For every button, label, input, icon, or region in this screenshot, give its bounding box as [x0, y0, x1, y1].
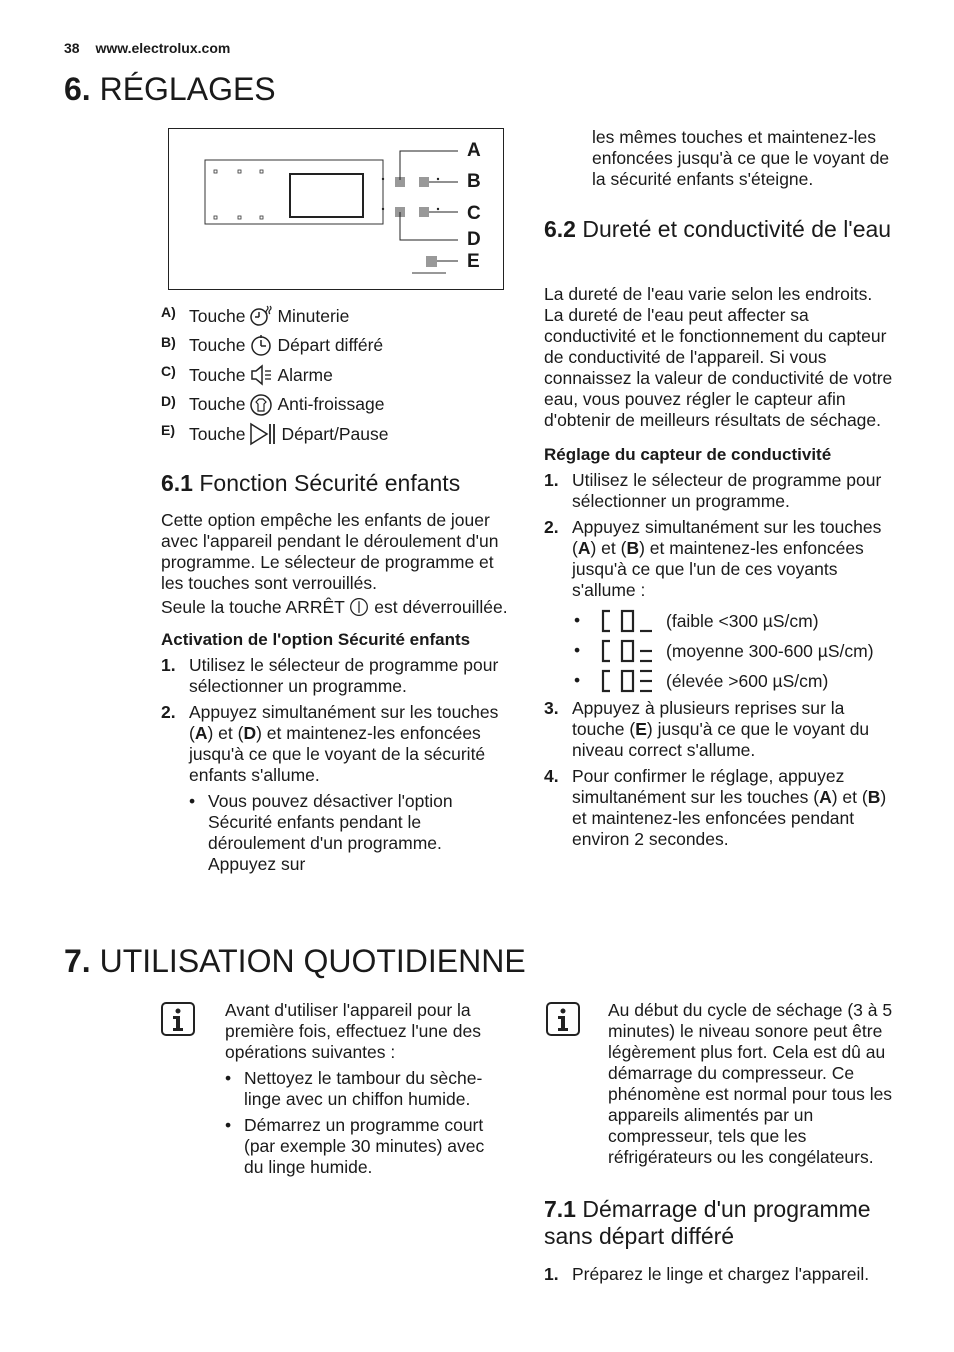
- step-text: Appuyez simultanément sur les touches (A) et (B) et maintenez-les enfoncées jusqu'à ce que l'un de ces voyants s'allume :: [572, 517, 882, 600]
- website-link[interactable]: www.electrolux.com: [95, 40, 231, 56]
- noise-note: Au début du cycle de séchage (3 à 5 minutes) le niveau sonore peut être légèrement plus fort. Cela est dû au démarrage du compresseur. Ce phénomène est normal pour tous les appareils alimentés par un compresseur, tels que les réfrigérateurs ou les congélateurs.: [608, 1000, 893, 1167]
- section-6-2-body: [544, 284, 896, 855]
- anti-crease-icon: [249, 393, 273, 417]
- page-number: 38: [64, 40, 80, 56]
- alarm-icon: [249, 363, 273, 387]
- child-lock-activation-heading: Activation de l'option Sécurité enfants: [161, 630, 471, 649]
- power-icon: [349, 597, 369, 617]
- legend-letter: C): [161, 363, 176, 379]
- legend-row-a: [161, 302, 521, 332]
- list-item: [544, 698, 896, 761]
- off-note-part1: Seule la touche ARRÊT: [161, 597, 345, 617]
- step-text: Préparez le linge et chargez l'appareil.: [572, 1264, 870, 1284]
- conductivity-steps-cont: [544, 698, 896, 850]
- child-lock-bullet-continuation: les mêmes touches et maintenez-les enfoncées jusqu'à ce que le voyant de la sécurité enfants s'éteigne.: [592, 127, 890, 189]
- legend-row-e: [161, 420, 521, 450]
- section-7-1-title: [544, 1196, 904, 1250]
- section-7-1-heading: Démarrage d'un programme sans départ différé: [544, 1196, 871, 1249]
- level-medium-text: • (moyenne 300-600 µS/cm): [666, 640, 874, 661]
- list-item: [161, 655, 511, 697]
- control-panel-diagram: [168, 128, 504, 290]
- step-number: 2.: [161, 702, 176, 722]
- legend-label: Minuterie: [277, 305, 350, 326]
- section-7-1-number: 7.1: [544, 1196, 576, 1222]
- legend-letter: E): [161, 422, 175, 438]
- step-text: Utilisez le sélecteur de programme pour sélectionner un programme.: [189, 655, 499, 696]
- label-c: C: [467, 203, 481, 224]
- list-item: • Vous pouvez désactiver l'option Sécurité enfants pendant le déroulement d'un programme. Appuyez sur: [189, 791, 511, 875]
- step-number: 1.: [161, 655, 176, 675]
- step-text: Appuyez à plusieurs reprises sur la touche (E) jusqu'à ce que le voyant du niveau correct s'allume.: [572, 698, 870, 760]
- legend-letter: B): [161, 333, 176, 350]
- legend-prefix: Touche: [189, 394, 246, 414]
- conductivity-levels: [544, 606, 896, 696]
- step-text: Utilisez le sélecteur de programme pour sélectionner un programme.: [572, 470, 882, 511]
- list-item: • Nettoyez le tambour du sèche-linge avec un chiffon humide.: [225, 1068, 505, 1110]
- step-text: Pour confirmer le réglage, appuyez simultanément sur les touches (A) et (B) et maintenez-les enfoncées pendant environ 2 secondes.: [572, 766, 887, 849]
- legend-label: Anti-froissage: [277, 394, 385, 414]
- step-number: 4.: [544, 766, 559, 786]
- label-d: D: [467, 229, 481, 250]
- info-note-left: [225, 1000, 505, 1183]
- step-number: 2.: [544, 517, 559, 537]
- label-e: E: [467, 251, 480, 272]
- step-number: 1.: [544, 1264, 559, 1284]
- legend-prefix: Touche: [189, 364, 246, 385]
- section-7-title: [64, 942, 526, 980]
- first-use-bullets: [225, 1068, 505, 1178]
- legend-row-b: [161, 332, 521, 362]
- lcd-c0-medium-icon: [600, 638, 660, 664]
- lcd-c0-high-icon: [600, 668, 660, 694]
- section-6-1-body: [161, 510, 511, 880]
- button-legend: [161, 302, 521, 450]
- section-6-1-heading: Fonction Sécurité enfants: [199, 470, 461, 496]
- legend-label: Départ différé: [277, 335, 384, 355]
- label-b: B: [467, 171, 481, 192]
- info-icon: [161, 1002, 195, 1036]
- section-6-title: [64, 70, 276, 108]
- list-item: [161, 702, 511, 786]
- section-6-1-number: 6.1: [161, 470, 193, 496]
- level-low-text: • (faible <300 µS/cm): [666, 610, 819, 631]
- legend-letter: D): [161, 392, 176, 409]
- list-item: [544, 517, 896, 601]
- list-item: • Démarrez un programme court (par exemple 30 minutes) avec du linge humide.: [225, 1115, 505, 1178]
- list-item: [544, 470, 896, 512]
- control-panel-drawing: [168, 128, 504, 290]
- legend-row-c: [161, 361, 521, 391]
- section-6-2-number: 6.2: [544, 216, 576, 242]
- legend-row-d: [161, 391, 521, 421]
- legend-letter: A): [161, 304, 176, 320]
- section-6-number: 6.: [64, 71, 91, 107]
- off-button-note: [161, 597, 511, 618]
- child-lock-steps: [161, 655, 511, 786]
- section-6-2-title: [544, 216, 904, 243]
- list-item: [544, 1264, 904, 1285]
- child-lock-bullets: [161, 791, 511, 875]
- level-low: [544, 606, 896, 636]
- section-7-heading: UTILISATION QUOTIDIENNE: [99, 943, 526, 979]
- section-6-2-heading: Dureté et conductivité de l'eau: [582, 216, 892, 242]
- start-pause-icon: [249, 422, 277, 446]
- legend-prefix: Touche: [189, 335, 246, 355]
- legend-label: Alarme: [277, 364, 333, 385]
- level-high-text: • (élevée >600 µS/cm): [666, 670, 829, 691]
- step-number: 1.: [544, 470, 559, 490]
- legend-label: Départ/Pause: [281, 423, 389, 444]
- conductivity-steps: [544, 470, 896, 601]
- level-medium: [544, 636, 896, 666]
- level-high: [544, 666, 896, 696]
- info-icon: [546, 1002, 580, 1036]
- off-note-part2: est déverrouillée.: [374, 597, 508, 617]
- step-text: Appuyez simultanément sur les touches (A) et (D) et maintenez-les enfoncées jusqu'à ce que le voyant de la sécurité enfants s'allume.: [189, 702, 499, 785]
- child-lock-description: Cette option empêche les enfants de jouer avec l'appareil pendant le déroulement d'un programme. Le sélecteur de programme et les touches sont verrouillés.: [161, 510, 499, 593]
- section-6-heading: RÉGLAGES: [99, 71, 276, 107]
- lcd-c0-low-icon: [600, 608, 660, 634]
- legend-prefix: Touche: [189, 423, 246, 444]
- section-7-number: 7.: [64, 943, 91, 979]
- step-number: 3.: [544, 698, 559, 718]
- conductivity-heading: Réglage du capteur de conductivité: [544, 445, 832, 464]
- legend-prefix: Touche: [189, 305, 246, 326]
- program-start-steps: [544, 1264, 904, 1290]
- timer-icon: [249, 304, 273, 328]
- first-use-note: Avant d'utiliser l'appareil pour la première fois, effectuez l'une des opérations suivantes :: [225, 1000, 481, 1062]
- label-a: A: [467, 140, 481, 161]
- section-6-1-title: [161, 470, 460, 497]
- list-item: [544, 766, 896, 850]
- delay-start-icon: [249, 334, 273, 358]
- water-hardness-description: La dureté de l'eau varie selon les endroits. La dureté de l'eau peut affecter sa conductivité et le fonctionnement du capteur de conductivité de l'appareil. Si vous connaissez la valeur de conductivité de votre eau, vous pouvez régler le capteur afin d'obtenir de meilleurs résultats de séchage.: [544, 284, 893, 430]
- page-header: [64, 38, 230, 59]
